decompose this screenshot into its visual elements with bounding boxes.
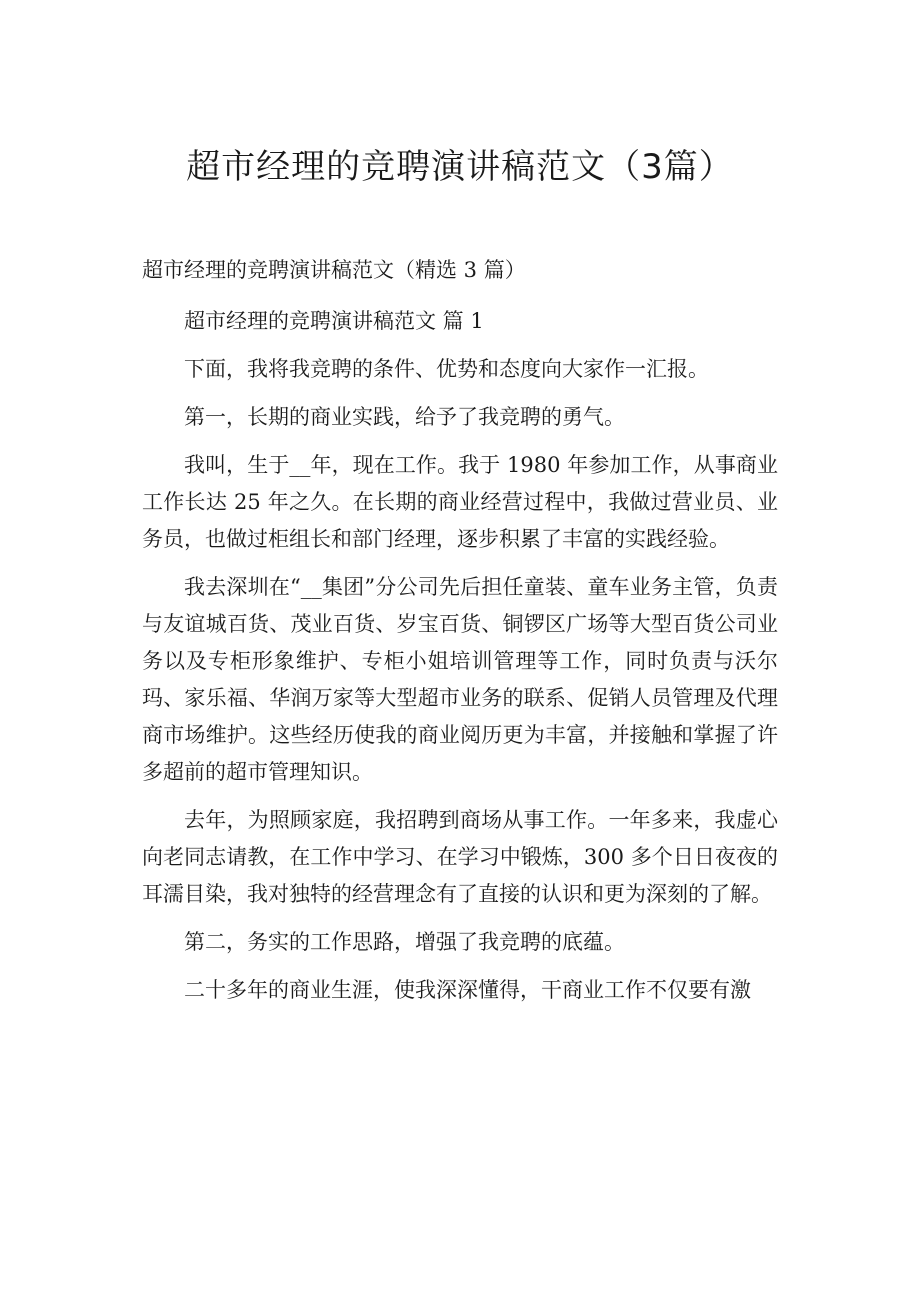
document-subtitle: 超市经理的竞聘演讲稿范文（精选 3 篇） <box>142 258 526 282</box>
paragraph: 我去深圳在“__集团”分公司先后担任童装、童车业务主管，负责与友谊城百货、茂业百货、岁宝百货、铜锣区广场等大型百货公司业务以及专柜形象维护、专柜小姐培训管理等工作，同时负责与沃尔玛、家乐福、华润万家等大型超市业务的联系、促销人员管理及代理商市场维护。这些经历使我的商业阅历更为丰富，并接触和掌握了许多超前的超市管理知识。 <box>142 575 778 784</box>
paragraph: 下面，我将我竞聘的条件、优势和态度向大家作一汇报。 <box>184 357 709 381</box>
paragraph: 去年，为照顾家庭，我招聘到商场从事工作。一年多来，我虚心向老同志请教，在工作中学习、在学习中锻炼，300 多个日日夜夜的耳濡目染，我对独特的经营理念有了直接的认识和更为深刻的了解。 <box>142 808 778 906</box>
paragraph: 我叫，生于__年，现在工作。我于 1980 年参加工作，从事商业工作长达 25 年之久。在长期的商业经营过程中，我做过营业员、业务员，也做过柜组长和部门经理，逐步积累了丰富的实践经验。 <box>142 453 778 551</box>
document-body <box>142 252 778 1020</box>
paragraph: 第一，长期的商业实践，给予了我竞聘的勇气。 <box>184 405 625 429</box>
document-title: 超市经理的竞聘演讲稿范文（3篇） <box>186 147 734 187</box>
paragraph: 二十多年的商业生涯，使我深深懂得，干商业工作不仅要有激 <box>184 978 751 1002</box>
section-heading: 超市经理的竞聘演讲稿范文 篇 1 <box>184 309 484 333</box>
paragraph: 第二，务实的工作思路，增强了我竞聘的底蕴。 <box>184 930 625 954</box>
